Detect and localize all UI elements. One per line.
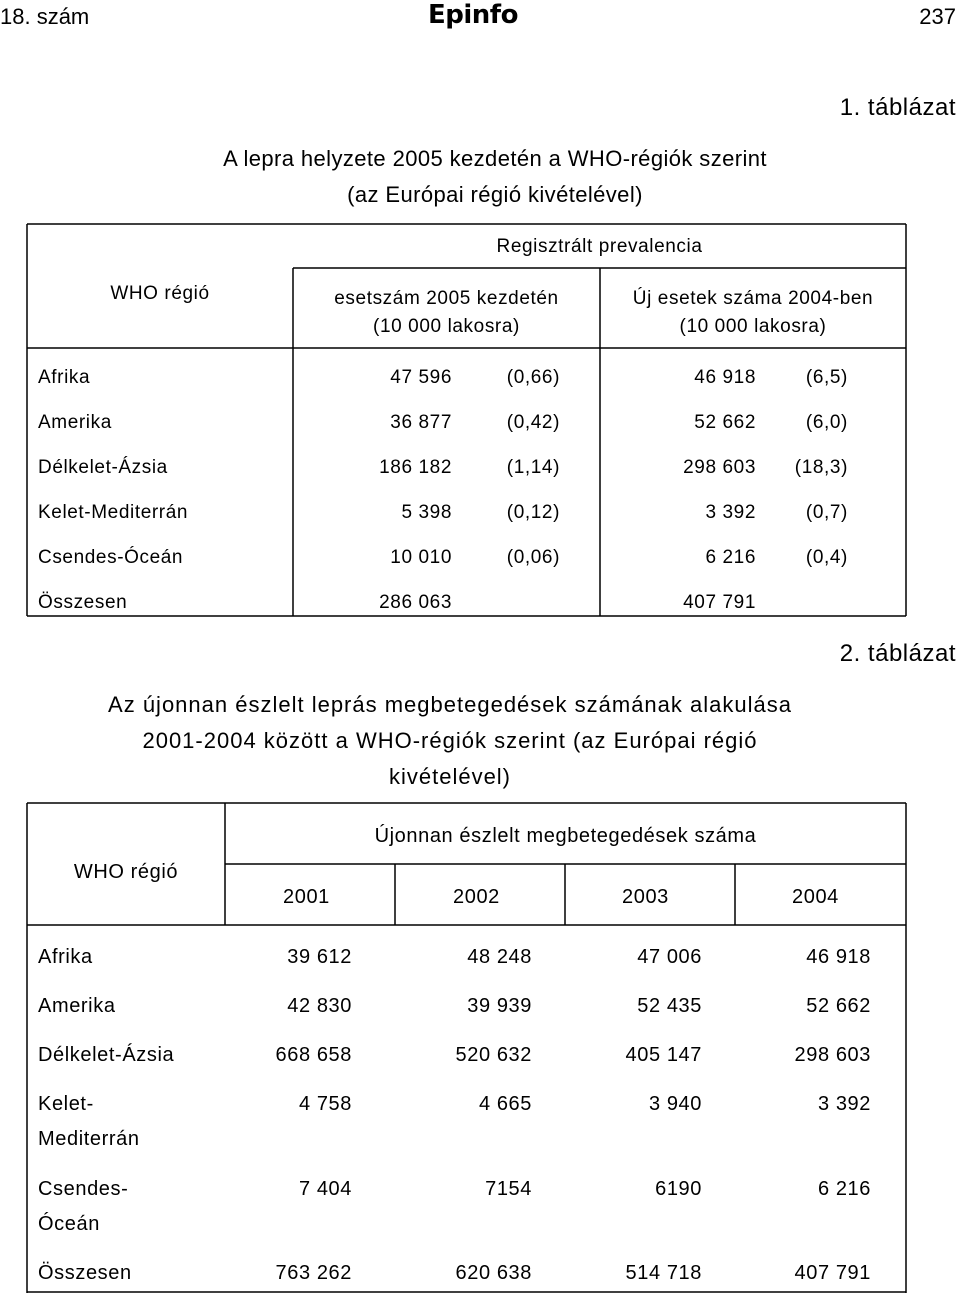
table2-region: Afrika	[38, 946, 93, 968]
table2-value-2001: 39 612	[287, 946, 352, 968]
table2-value-2004: 3 392	[817, 1093, 871, 1115]
table2-value-2004: 52 662	[806, 995, 871, 1017]
table2-region-line2: Mediterrán	[38, 1128, 140, 1150]
table1-col-b-header	[600, 285, 906, 341]
table1-col-b-header-line1: Új esetek száma 2004-ben	[632, 288, 874, 309]
table1-cases: 186 182	[379, 457, 452, 478]
table1-col-a-header-line2: (10 000 lakosra)	[373, 316, 520, 337]
table2-region-line2: Óceán	[38, 1213, 100, 1235]
table2-group-header: Újonnan észlelt megbetegedések száma	[374, 825, 757, 847]
table2-title-line3: kivételével)	[388, 764, 512, 789]
table1-cases: 10 010	[390, 547, 452, 568]
table2-region: Délkelet-Ázsia	[38, 1044, 175, 1066]
table2-value-2002: 4 665	[478, 1093, 532, 1115]
table1-new-cases: 52 662	[694, 412, 756, 433]
table2-region	[38, 1087, 140, 1157]
table2-region-line1: Kelet-	[38, 1093, 94, 1115]
table1-cases-rate: (0,06)	[506, 547, 560, 568]
table2-total-2003: 514 718	[625, 1262, 702, 1284]
table2-value-2001: 668 658	[275, 1044, 352, 1066]
table1-label: 1. táblázat	[839, 94, 956, 121]
table1-new-cases-rate: (18,3)	[794, 457, 848, 478]
table1-cases-rate: (0,42)	[506, 412, 560, 433]
table2-year-header: 2004	[792, 886, 839, 908]
table2-value-2001: 42 830	[287, 995, 352, 1017]
table1-new-cases: 46 918	[694, 367, 756, 388]
table1-title-line2: (az Európai régió kivételével)	[347, 182, 643, 207]
table1-col-a-header	[293, 285, 600, 341]
table2-title-line1: Az újonnan észlelt leprás megbetegedések számának alakulása	[108, 692, 792, 717]
table1-new-cases-rate: (6,0)	[805, 412, 848, 433]
table2-value-2003: 3 940	[648, 1093, 702, 1115]
table2-value-2001: 7 404	[298, 1178, 352, 1200]
table1-col-region-header: WHO régió	[110, 283, 210, 304]
table2-region: Amerika	[38, 995, 116, 1017]
table1-cases: 36 877	[390, 412, 452, 433]
table1-new-cases: 298 603	[683, 457, 756, 478]
table2-region	[38, 1172, 128, 1242]
table1-title-line1: A lepra helyzete 2005 kezdetén a WHO-régiók szerint	[223, 146, 767, 171]
table1-region: Csendes-Óceán	[38, 547, 184, 568]
table2-label: 2. táblázat	[839, 640, 956, 667]
table1-total-new-cases: 407 791	[683, 592, 756, 613]
table2-total-2002: 620 638	[455, 1262, 532, 1284]
table1-title	[0, 141, 960, 213]
table2-total-2001: 763 262	[275, 1262, 352, 1284]
table1-new-cases: 6 216	[705, 547, 756, 568]
page-number: 237	[919, 4, 956, 29]
table2-region-line1: Csendes-	[38, 1178, 129, 1200]
table1-cases-rate: (0,12)	[506, 502, 560, 523]
table1-col-b-header-line2: (10 000 lakosra)	[679, 316, 827, 337]
table1-col-a-header-line1: esetszám 2005 kezdetén	[334, 288, 559, 309]
table1-cases-rate: (0,66)	[506, 367, 560, 388]
epinfo-logo: Epinfo	[428, 0, 518, 30]
table2-value-2003: 6190	[655, 1178, 702, 1200]
table2-total-label: Összesen	[38, 1262, 132, 1284]
table2-year-header: 2001	[283, 886, 330, 908]
table1-total-cases: 286 063	[379, 592, 452, 613]
table2-year-header: 2002	[453, 886, 500, 908]
table1-cases: 5 398	[401, 502, 452, 523]
table2-value-2004: 46 918	[806, 946, 871, 968]
table1-new-cases-rate: (6,5)	[805, 367, 848, 388]
table1-cases: 47 596	[390, 367, 452, 388]
table2-title-line2: 2001-2004 között a WHO-régiók szerint (az Európai régió	[142, 728, 758, 753]
table1-new-cases: 3 392	[705, 502, 756, 523]
table2-value-2002: 39 939	[467, 995, 532, 1017]
table1-cases-rate: (1,14)	[506, 457, 560, 478]
table2-value-2002: 520 632	[455, 1044, 532, 1066]
table1-total-label: Összesen	[38, 592, 128, 613]
table1-region: Délkelet-Ázsia	[38, 457, 168, 478]
table2-value-2002: 7154	[485, 1178, 532, 1200]
table2-total-2004: 407 791	[794, 1262, 871, 1284]
table2-col-region-header: WHO régió	[73, 861, 179, 883]
table2-value-2004: 298 603	[794, 1044, 871, 1066]
table2-value-2003: 47 006	[637, 946, 702, 968]
table1-region: Afrika	[38, 367, 91, 388]
table2-year-header: 2003	[622, 886, 669, 908]
table1-group-header: Regisztrált prevalencia	[496, 236, 703, 257]
table2-value-2003: 52 435	[637, 995, 702, 1017]
table2-title	[0, 687, 900, 795]
table1-region: Amerika	[38, 412, 112, 433]
table2-value-2003: 405 147	[625, 1044, 702, 1066]
table2-value-2001: 4 758	[298, 1093, 352, 1115]
issue-number: 18. szám	[0, 4, 90, 29]
table2-value-2004: 6 216	[817, 1178, 871, 1200]
table2-value-2002: 48 248	[467, 946, 532, 968]
table1-region: Kelet-Mediterrán	[38, 502, 189, 523]
table1-new-cases-rate: (0,4)	[805, 547, 848, 568]
table1-new-cases-rate: (0,7)	[805, 502, 848, 523]
